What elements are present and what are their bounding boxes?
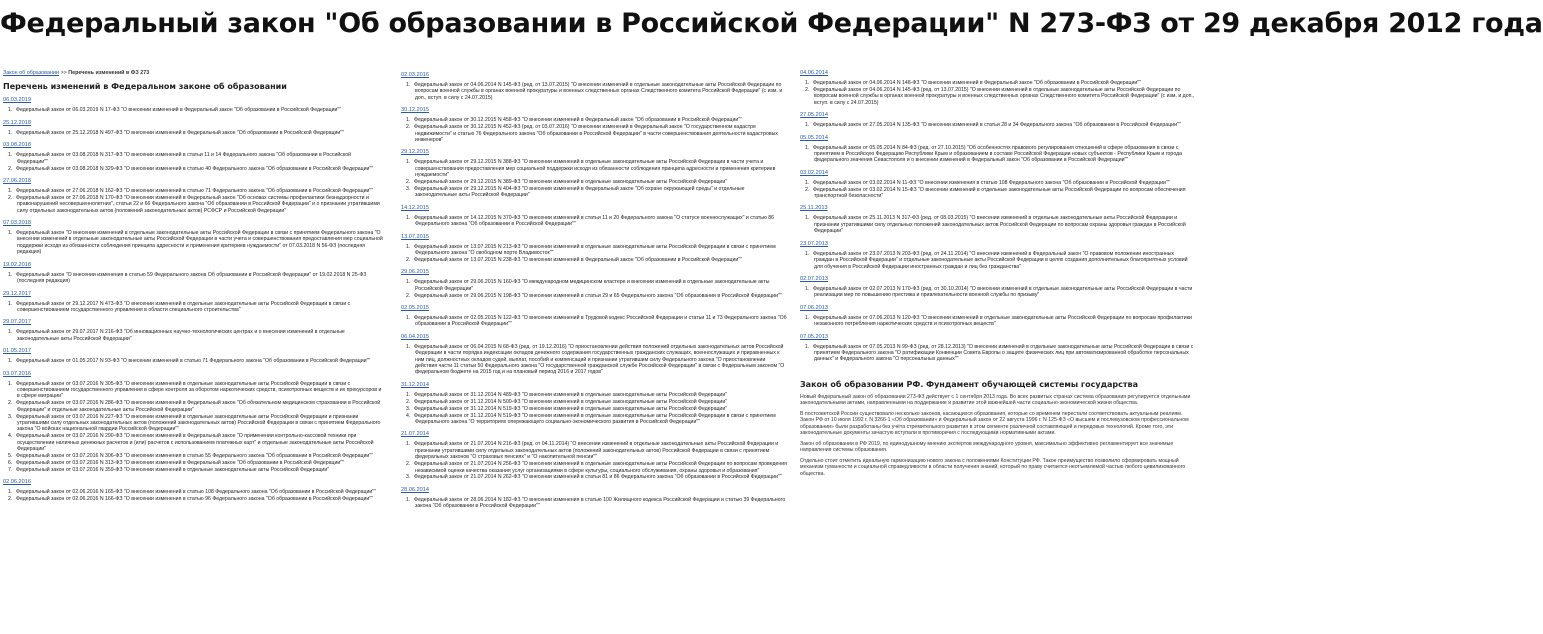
date-link[interactable]: 29.06.2015: [401, 269, 429, 276]
list-item: [8, 400, 383, 413]
date-group: [3, 220, 383, 256]
page-title: Федеральный закон "Об образовании в Российской Федерации" N 273-ФЗ от 29 декабря 2012 года: [0, 8, 1543, 39]
entry-list: [3, 329, 383, 342]
list-item-number: 1.: [406, 343, 411, 350]
list-item: [406, 117, 788, 124]
list-item: [406, 461, 788, 474]
list-item-text: Федеральный закон от 03.02.2014 N 11-ФЗ "О внесении изменения в статью 108 Федерального закона "Об образовании в Российской Федерации"": [813, 179, 1170, 186]
date-link[interactable]: 28.06.2014: [401, 486, 429, 493]
list-item-number: 5.: [8, 453, 13, 459]
list-item-number: 2.: [8, 165, 13, 172]
date-group: [401, 269, 788, 299]
date-group: [401, 72, 788, 101]
date-link[interactable]: 02.05.2015: [401, 305, 429, 312]
list-item: [8, 466, 383, 473]
list-item-number: 3.: [406, 474, 411, 481]
list-item: [8, 459, 383, 466]
list-item-text: Федеральный закон от 27.06.2018 N 170-ФЗ "О внесении изменений в Федеральный закон "Об основах системы профилактики безнадзорности и правонарушений несовершеннолетних", статьи 22 и 66 Федерального закона "Об образовании в Российской Федерации" и о признании утратившими силу отдельных законодательных актов (положений законодательных актов) РСФСР и Российской Федерации": [16, 194, 380, 214]
list-item-number: 1.: [406, 441, 411, 448]
date-group: [401, 305, 788, 328]
list-item-text: Федеральный закон от 03.07.2016 N 306-ФЗ "О внесении изменения в статью 55 Федерального закона "Об образовании в Российской Федерации"": [16, 453, 373, 459]
list-item-number: 1.: [8, 489, 13, 496]
date-link[interactable]: 29.12.2015: [401, 149, 429, 156]
list-item-text: Федеральный закон от 21.07.2014 N 262-ФЗ "О внесении изменений в статьи 81 и 86 Федерального закона "Об образовании в Российской Федерации"": [414, 474, 782, 481]
date-link[interactable]: 29.07.2017: [3, 319, 31, 326]
list-item-text: Федеральный закон от 25.12.2018 N 497-ФЗ "О внесении изменений в Федеральный закон "Об образовании в Российской Федерации"": [16, 129, 344, 136]
date-link[interactable]: 27.06.2018: [3, 177, 31, 184]
date-link[interactable]: 02.06.2016: [3, 479, 31, 486]
list-item-number: 1.: [805, 144, 810, 151]
list-item-text: Федеральный закон от 23.07.2013 N 203-ФЗ (ред. от 24.11.2014) "О внесении изменений в Федеральный закон "О правовом положении иностранных граждан в Российской Федерации" и отдельные законодательные акты Российской Федерации в целях создания дополнительных благоприятных условий для обучения в Российской Федерации иностранных граждан и лиц без гражданства": [813, 250, 1188, 270]
list-item-number: 1.: [8, 230, 13, 237]
list-item: [406, 124, 788, 143]
list-item-text: Федеральный закон от 07.06.2013 N 120-ФЗ "О внесении изменений в отдельные законодательные акты Российской Федерации по вопросам профилактики незаконного потребления наркотических средств и психотропных веществ": [813, 314, 1192, 328]
entry-list: [3, 130, 383, 136]
list-item-text: Федеральный закон от 29.06.2015 N 198-ФЗ "О внесении изменений в статьи 29 и 65 Федерального закона "Об образовании в Российской Федерации"": [414, 292, 782, 299]
entry-list: [800, 251, 1195, 270]
list-item: [8, 129, 383, 136]
list-item: [406, 243, 788, 257]
date-group: [3, 371, 383, 474]
date-group: [3, 120, 383, 136]
date-group: [3, 97, 383, 113]
list-item: [406, 179, 788, 186]
list-item-number: 1.: [8, 358, 13, 365]
list-item-number: 7.: [8, 466, 13, 473]
list-item-number: 1.: [8, 152, 13, 159]
entry-list: [800, 344, 1195, 363]
list-item-number: 1.: [805, 122, 810, 129]
date-group: [800, 170, 1195, 200]
entry-list: [3, 188, 383, 214]
date-link[interactable]: 14.12.2015: [401, 204, 429, 211]
date-group: [800, 276, 1195, 299]
breadcrumb-link[interactable]: Закон об образовании: [3, 70, 59, 76]
list-item-text: Федеральный закон от 06.03.2019 N 17-ФЗ "О внесении изменений в Федеральный закон "Об образовании в Российской Федерации"": [16, 107, 342, 114]
list-item: [8, 230, 383, 256]
list-item: [406, 256, 788, 263]
list-item-text: Федеральный закон от 30.12.2015 N 458-ФЗ "О внесении изменений в Федеральный закон "Об образовании в Российской Федерации"": [414, 117, 742, 124]
list-item-text: Федеральный закон от 25.11.2013 N 317-ФЗ (ред. от 08.03.2015) "О внесении изменений в отдельные законодательные акты Российской Федерации и признании утратившими силу отдельных положений законодательных актов Российской Федерации по вопросам охраны здоровья граждан в Российской Федерации": [813, 215, 1186, 235]
date-link[interactable]: 25.11.2013: [800, 205, 828, 212]
date-link[interactable]: 03.07.2016: [3, 370, 31, 377]
list-item: [8, 152, 383, 165]
list-item-number: 3.: [406, 185, 411, 192]
changes-column-2: [401, 72, 788, 516]
list-item-text: Федеральный закон от 27.05.2014 N 135-ФЗ "О внесении изменений в статьи 28 и 34 Федерального закона "Об образовании в Российской Федерации"": [813, 122, 1181, 129]
list-item-number: 2.: [805, 186, 810, 193]
list-item-text: Федеральный закон от 21.07.2014 N 256-ФЗ "О внесении изменений в отдельные законодательные акты Российской Федерации по вопросам проведения независимой оценки качества оказания услуг организациями в сфере культуры, социального обслуживания, охраны здоровья и образования": [414, 461, 787, 474]
date-link[interactable]: 19.02.2018: [3, 261, 31, 268]
list-item-number: 1.: [406, 243, 411, 250]
changes-column-1: [3, 70, 383, 509]
date-group: [401, 107, 788, 143]
date-group: [3, 262, 383, 285]
list-item-text: Федеральный закон от 29.07.2017 N 216-ФЗ "Об инновационных научно-технологических центрах и о внесении изменений в отдельные законодательные акты Российской Федерации": [16, 329, 345, 342]
date-link[interactable]: 21.07.2014: [401, 431, 429, 438]
entry-list: [800, 315, 1195, 328]
entry-list: [3, 272, 383, 285]
list-item-text: Федеральный закон от 03.07.2016 N 286-ФЗ "О внесении изменений в Федеральный закон "Об обязательном медицинском страховании в Российской Федерации" и отдельные законодательные акты Российской Федерации": [16, 400, 381, 413]
date-group: [3, 178, 383, 214]
list-item-number: 2.: [8, 194, 13, 201]
list-item-text: Федеральный закон от 27.06.2018 N 162-ФЗ "О внесении изменений в статью 71 Федерального закона "Об образовании в Российской Федерации"": [16, 187, 374, 194]
list-item-text: Федеральный закон от 03.07.2016 N 359-ФЗ "О внесении изменений в отдельные законодательные акты Российской Федерации": [16, 466, 330, 473]
entry-list: [401, 315, 788, 328]
list-item-number: 2.: [406, 292, 411, 299]
list-item-number: 1.: [406, 159, 411, 166]
list-item: [805, 122, 1195, 129]
list-item: [805, 250, 1195, 270]
list-item-text: Федеральный закон от 03.07.2016 N 313-ФЗ "О внесении изменений в Федеральный закон "Об образовании в Российской Федерации"": [16, 459, 344, 466]
list-item: [8, 413, 383, 433]
entry-list: [800, 215, 1195, 234]
list-item-number: 2.: [406, 124, 411, 131]
list-item: [805, 179, 1195, 186]
list-item-text: Федеральный закон от 02.07.2013 N 170-ФЗ (ред. от 30.10.2014) "О внесении изменений в отдельные законодательные акты Российской Федерации в части реализации мер по повышению престижа и привлекательности военной службы по призыву": [813, 285, 1193, 299]
list-item-number: 1.: [805, 80, 810, 86]
list-item: [8, 358, 383, 365]
list-item: [8, 433, 383, 453]
date-group: [800, 70, 1195, 106]
date-group: [3, 291, 383, 314]
list-item-number: 1.: [406, 279, 411, 286]
list-item: [805, 186, 1195, 200]
list-item: [406, 159, 788, 179]
list-item-number: 1.: [406, 496, 411, 503]
list-item: [805, 80, 1195, 86]
date-link[interactable]: 06.03.2019: [3, 97, 31, 104]
list-item: [406, 398, 788, 405]
list-item: [8, 453, 383, 459]
list-item-number: 2.: [8, 400, 13, 407]
entry-list: [401, 82, 788, 101]
list-item: [8, 107, 383, 114]
changes-column-3: [800, 70, 1195, 481]
list-item-text: Федеральный закон от 31.12.2014 N 489-ФЗ "О внесении изменений в отдельные законодательные акты Российской Федерации": [414, 391, 728, 398]
date-group: [3, 319, 383, 342]
list-item-number: 1.: [406, 315, 411, 322]
date-link[interactable]: 03.08.2018: [3, 142, 31, 149]
list-item-number: 4.: [8, 433, 13, 440]
entry-list: [3, 358, 383, 364]
list-item-text: Федеральный закон от 03.07.2016 N 290-ФЗ "О внесении изменений в Федеральный закон "О применении контрольно-кассовой техники при осуществлении наличных денежных расчетов и (или) расчетов с использованием платежных карт" и отдельные законодательные акты Российской Федерации": [16, 433, 374, 453]
list-item-number: 1.: [406, 214, 411, 221]
breadcrumb: [3, 70, 383, 76]
list-item-text: Федеральный закон "О внесении изменений в отдельные законодательные акты Российской Федерации в связи с принятием Федерального закона "О внесении изменений в отдельные законодательные акты Российской Федерации в части учета и совершенствования предоставления мер социальной поддержки исходя из обязанности соблюдения принципа адресности и применения критериев нуждаемости" от 07.03.2018 N 56-ФЗ (последняя редакция): [16, 230, 383, 256]
list-item-number: 2.: [805, 86, 810, 93]
breadcrumb-current: Перечень изменений в ФЗ 273: [68, 70, 150, 76]
date-group: [401, 431, 788, 480]
list-item-text: Федеральный закон от 05.05.2014 N 84-ФЗ (ред. от 27.10.2015) "Об особенностях правового регулирования отношений в сфере образования в связи с принятием в Российскую Федерацию Республики Крым и образованием в составе Российской Федерации новых субъектов - Республики Крым и города федерального значения Севастополя и о внесении изменений в Федеральный закон "Об образовании в Российской Федерации"": [813, 144, 1183, 164]
list-item: [406, 441, 788, 461]
list-item-text: Федеральный закон от 03.02.2014 N 15-ФЗ "О внесении изменений в отдельные законодательные акты Российской Федерации по вопросам обеспечения транспортной безопасности": [813, 186, 1186, 200]
entry-list: [3, 107, 383, 113]
list-item-number: 1.: [805, 250, 810, 257]
list-item-text: Федеральный закон от 01.05.2017 N 93-ФЗ "О внесении изменений в статью 71 Федерального закона "Об образовании в Российской Федерации"": [16, 358, 371, 365]
list-item-number: 2.: [406, 256, 411, 263]
article-paragraph: В постсоветской России существовало несколько законов, касающихся образования, которые со временем перестали соответствовать актуальным реалиям. Закон РФ от 10 июля 1992 г. N 3266-1 «Об образовании» и Федеральный закон от 22 августа 1996 г. N 125-ФЗ «О высшем и послевузовском профессиональном образовании» были разработаны без учёта стремительного развития в этом сегменте различной составляющей и передовых технологий. Кроме того, эти законодательные документы зачастую вступали в противоречия с последующими нормативными актами.: [800, 410, 1189, 437]
date-link[interactable]: 29.12.2017: [3, 290, 31, 297]
list-item-number: 1.: [8, 107, 13, 114]
changes-subheading: Перечень изменений в Федеральном законе об образовании: [3, 82, 287, 92]
list-item-text: Федеральный закон от 06.04.2015 N 68-ФЗ (ред. от 19.12.2016) "О приостановлении действия положений отдельных законодательных актов Российской Федерации в части порядка индексации окладов денежного содержания государственных гражданских служащих, военнослужащих и приравненных к ним лиц, должностных окладов судей, выплат, пособий и компенсаций и признании утратившим силу Федерального закона "О приостановлении действия части 11 статьи 50 Федерального закона "О государственной гражданской службе Российской Федерации" в связи с Федеральным законом "О федеральном бюджете на 2015 год и на плановый период 2016 и 2017 годов": [414, 343, 785, 376]
list-item-number: 3.: [8, 413, 13, 420]
date-group: [800, 135, 1195, 164]
list-item: [406, 82, 788, 101]
list-item-number: 1.: [8, 300, 13, 307]
list-item-text: Федеральный закон от 30.12.2015 N 452-ФЗ (ред. от 03.07.2016) "О внесении изменений в Федеральный закон "О государственном кадастре недвижимости" и статью 76 Федерального закона "Об образовании в Российской Федерации" в части совершенствования деятельности кадастровых инженеров": [414, 124, 778, 143]
list-item-text: Федеральный закон от 02.06.2016 N 165-ФЗ "О внесении изменений в статью 108 Федерального закона "Об образовании в Российской Федерации"": [16, 489, 376, 496]
list-item-number: 1.: [406, 391, 411, 398]
list-item-number: 6.: [8, 459, 13, 466]
date-group: [401, 205, 788, 228]
list-item-text: Федеральный закон от 21.07.2014 N 216-ФЗ (ред. от 04.11.2014) "О внесении изменений в отдельные законодательные акты Российской Федерации и признании утратившими силу отдельных законодательных актов (положений законодательных актов) Российской Федерации в связи с принятием федеральных законов "О страховых пенсиях" и "О накопительной пенсии"": [414, 441, 779, 461]
date-link[interactable]: 05.05.2014: [800, 134, 828, 141]
date-group: [800, 112, 1195, 128]
list-item-text: Федеральный закон от 31.12.2014 N 519-ФЗ "О внесении изменений в отдельные законодательные акты Российской Федерации": [414, 405, 728, 412]
entry-list: [401, 392, 788, 426]
date-link[interactable]: 23.07.2013: [800, 240, 828, 247]
list-item: [406, 474, 788, 481]
date-link[interactable]: 04.06.2014: [800, 70, 828, 76]
entry-list: [3, 381, 383, 474]
entry-list: [401, 117, 788, 143]
list-item-text: Федеральный закон от 03.08.2018 N 329-ФЗ "О внесении изменений в статью 40 Федерального закона "Об образовании в Российской Федерации"": [16, 165, 374, 172]
article-paragraph: Новый Федеральный закон об образовании 273-ФЗ действует с 1 сентября 2013 года. Во всех развитых странах система образования регулируется отдельными законодательными актами, направленными на поддержание и развитие этой важнейшей части социально-экономической жизни общества.: [800, 393, 1191, 407]
list-item-number: 1.: [805, 179, 810, 186]
list-item-text: Федеральный закон от 29.06.2015 N 160-ФЗ "О международном медицинском кластере и внесении изменений в отдельные законодательные акты Российской Федерации": [414, 279, 770, 292]
list-item: [805, 343, 1195, 363]
list-item-text: Федеральный закон от 04.06.2014 N 145-ФЗ (ред. от 13.07.2015) "О внесении изменений в отдельные законодательные акты Российской Федерации по вопросам военной службы в органах военной прокуратуры и военных следственных органах Следственного комитета Российской Федерации" (с изм. и доп., вступ. в силу с 24.07.2015): [813, 86, 1195, 106]
list-item: [406, 279, 788, 292]
list-item: [406, 496, 788, 510]
list-item-text: Федеральный закон от 02.05.2015 N 122-ФЗ "О внесении изменений в Трудовой кодекс Российской Федерации и статьи 11 и 73 Федерального закона "Об образовании в Российской Федерации"": [414, 315, 787, 328]
list-item: [406, 412, 788, 426]
date-link[interactable]: 07.06.2013: [800, 304, 828, 311]
list-item: [8, 496, 383, 503]
list-item: [406, 185, 788, 199]
list-item-text: Федеральный закон от 29.12.2015 N 404-ФЗ "О внесении изменений в Федеральный закон "Об охране окружающей среды" и отдельные законодательные акты Российской Федерации": [414, 185, 745, 199]
list-item-number: 1.: [805, 215, 810, 222]
list-item-text: Федеральный закон от 31.12.2014 N 519-ФЗ "О внесении изменений в отдельные законодательные акты Российской Федерации в связи с принятием Федерального закона "О территориях опережающего социально-экономического развития в Российской Федерации"": [414, 412, 776, 425]
list-item-text: Федеральный закон от 13.07.2015 N 213-ФЗ "О внесении изменений в отдельные законодательные акты Российской Федерации в связи с принятием Федерального закона "О свободном порте Владивосток"": [414, 243, 776, 256]
list-item: [8, 165, 383, 172]
list-item: [805, 144, 1195, 164]
date-group: [401, 334, 788, 376]
list-item: [406, 315, 788, 328]
list-item: [805, 215, 1195, 235]
list-item-text: Федеральный закон от 14.12.2015 N 370-ФЗ "О внесении изменений в статьи 11 и 20 Федерального закона "О статусе военнослужащих" и статью 86 Федерального закона "Об образовании в Российской Федерации"": [414, 214, 775, 228]
list-item-text: Федеральный закон от 29.12.2015 N 388-ФЗ "О внесении изменений в отдельные законодательные акты Российской Федерации в части учета и совершенствования предоставления мер социальной поддержки исходя из обязанности соблюдения принципа адресности и применения критериев нуждаемости": [414, 159, 776, 179]
date-link[interactable]: 01.05.2017: [3, 348, 31, 355]
list-item: [8, 329, 383, 342]
article-title: Закон об образовании РФ. Фундамент обучающей системы государства: [800, 379, 1138, 389]
list-item-text: Федеральный закон "О внесении изменения в статью 59 Федерального закона Об образовании в Российской Федерации" от 19.02.2018 N 25-ФЗ (последняя редакция): [16, 271, 367, 285]
date-group: [800, 305, 1195, 328]
date-group: [3, 142, 383, 172]
list-item: [8, 380, 383, 400]
date-group: [401, 149, 788, 198]
entry-list: [3, 489, 383, 502]
date-group: [800, 334, 1195, 363]
list-item: [8, 300, 383, 314]
list-item-number: 3.: [406, 405, 411, 412]
entry-list: [800, 145, 1195, 164]
date-link[interactable]: 31.12.2014: [401, 381, 429, 388]
list-item-text: Федеральный закон от 04.06.2014 N 148-ФЗ "О внесении изменений в Федеральный закон "Об образовании в Российской Федерации"": [813, 80, 1141, 86]
date-link[interactable]: 27.05.2014: [800, 112, 828, 119]
entry-list: [401, 497, 788, 510]
list-item: [8, 489, 383, 496]
list-item-number: 2.: [8, 496, 13, 503]
date-group: [401, 487, 788, 510]
list-item: [406, 214, 788, 228]
list-item-number: 1.: [8, 329, 13, 336]
entry-list: [800, 286, 1195, 299]
list-item-text: Федеральный закон от 31.12.2014 N 500-ФЗ "О внесении изменений в отдельные законодательные акты Российской Федерации": [414, 398, 728, 405]
list-item-number: 1.: [406, 82, 411, 88]
date-link[interactable]: 03.02.2014: [800, 169, 828, 176]
entry-list: [800, 180, 1195, 200]
date-group: [800, 241, 1195, 270]
list-item-text: Федеральный закон от 02.06.2016 N 166-ФЗ "О внесении изменения в статью 96 Федерального закона "Об образовании в Российской Федерации"": [16, 496, 373, 503]
date-link[interactable]: 07.03.2018: [3, 220, 31, 227]
list-item: [8, 194, 383, 214]
list-item-number: 2.: [406, 461, 411, 468]
entry-list: [401, 344, 788, 376]
list-item: [805, 314, 1195, 328]
list-item-number: 1.: [805, 343, 810, 350]
article-paragraph: Отдельно стоит отметить идеальную гармонизацию нового закона с положениями Конституции РФ. Такое преимущество позволило сформировать мощный механизм гуманности и социальной справедливости в области получения знаний, который по праву считается неотъемлемой частью любого цивилизованного общества.: [800, 457, 1186, 477]
entry-list: [401, 441, 788, 480]
list-item-number: 4.: [406, 412, 411, 419]
date-link[interactable]: 02.03.2016: [401, 72, 429, 78]
list-item: [805, 285, 1195, 299]
date-group: [3, 348, 383, 364]
list-item: [8, 187, 383, 194]
list-item: [8, 271, 383, 285]
entry-list: [401, 244, 788, 264]
list-item: [406, 405, 788, 412]
list-item-text: Федеральный закон от 03.08.2018 N 317-ФЗ "О внесении изменений в статьи 11 и 14 Федерального закона "Об образовании в Российской Федерации"": [16, 152, 351, 165]
entry-list: [3, 152, 383, 172]
list-item-text: Федеральный закон от 04.06.2014 N 145-ФЗ (ред. от 13.07.2015) "О внесении изменений в отдельные законодательные акты Российской Федерации по вопросам военной службы в органах военной прокуратуры и военных следственных органах Следственного комитета Российской Федерации" (с изм. и доп., вступ. в силу с 24.07.2015): [414, 82, 783, 101]
date-group: [401, 382, 788, 426]
list-item-text: Федеральный закон от 28.06.2014 N 182-ФЗ "О внесении изменения в статью 100 Жилищного кодекса Российской Федерации и статью 39 Федерального закона "Об образовании в Российской Федерации"": [414, 496, 786, 510]
list-item-number: 2.: [406, 179, 411, 186]
date-link[interactable]: 07.05.2013: [800, 333, 828, 340]
list-item-number: 1.: [8, 271, 13, 278]
article-paragraph: Закон об образовании в РФ 2019, по единодушному мнению экспертов международного уровня, максимально эффективно регламентирует все значимые направления системы образования.: [800, 440, 1174, 454]
list-item-text: Федеральный закон от 07.05.2013 N 99-ФЗ (ред. от 28.12.2013) "О внесении изменений в отдельные законодательные акты Российской Федерации в связи с принятием Федерального закона "О ратификации Конвенции Совета Европы о защите физических лиц при автоматизированной обработке персональных данных" и Федерального закона "О персональных данных"": [813, 343, 1194, 363]
article: [800, 379, 1195, 478]
list-item: [805, 86, 1195, 106]
list-item-number: 2.: [406, 398, 411, 405]
list-item-text: Федеральный закон от 03.07.2016 N 305-ФЗ "О внесении изменений в отдельные законодательные акты Российской Федерации в связи с совершенствованием государственного управления в сфере контроля за оборотом наркотических средств, психотропных веществ и их прекурсоров и в сфере миграции": [16, 380, 382, 400]
list-item-number: 1.: [8, 187, 13, 194]
list-item-number: 1.: [805, 285, 810, 292]
breadcrumb-separator: >>: [60, 70, 67, 76]
entry-list: [401, 279, 788, 299]
date-group: [3, 479, 383, 502]
entry-list: [800, 122, 1195, 128]
list-item-number: 1.: [8, 129, 13, 136]
date-link[interactable]: 25.12.2018: [3, 119, 31, 126]
entry-list: [401, 159, 788, 198]
list-item-text: Федеральный закон от 03.07.2016 N 227-ФЗ "О внесении изменений в отдельные законодательные акты Российской Федерации и признании утратившими силу отдельных законодательных актов (положений законодательных актов) Российской Федерации в связи с принятием Федерального закона "О войсках национальной гвардии Российской Федерации"": [16, 413, 381, 433]
date-link[interactable]: 30.12.2015: [401, 107, 429, 114]
entry-list: [3, 230, 383, 256]
list-item-text: Федеральный закон от 13.07.2015 N 238-ФЗ "О внесении изменений в Федеральный закон "Об образовании в Российской Федерации"": [414, 256, 742, 263]
entry-list: [3, 301, 383, 314]
list-item-number: 1.: [8, 380, 13, 387]
date-group: [401, 234, 788, 264]
list-item: [406, 292, 788, 299]
entry-list: [800, 80, 1195, 106]
date-link[interactable]: 13.07.2015: [401, 233, 429, 240]
date-link[interactable]: 06.04.2015: [401, 333, 429, 340]
list-item: [406, 391, 788, 398]
list-item-number: 1.: [406, 117, 411, 124]
date-group: [800, 205, 1195, 234]
list-item-number: 1.: [805, 314, 810, 321]
entry-list: [401, 215, 788, 228]
list-item-text: Федеральный закон от 29.12.2015 N 389-ФЗ "О внесении изменений в отдельные законодательные акты Российской Федерации": [414, 179, 728, 186]
date-link[interactable]: 02.07.2013: [800, 275, 828, 282]
list-item: [406, 343, 788, 376]
list-item-text: Федеральный закон от 29.12.2017 N 473-ФЗ "О внесении изменений в отдельные законодательные акты Российской Федерации в связи с совершенствованием государственного управления в области специального строительства": [16, 300, 351, 313]
